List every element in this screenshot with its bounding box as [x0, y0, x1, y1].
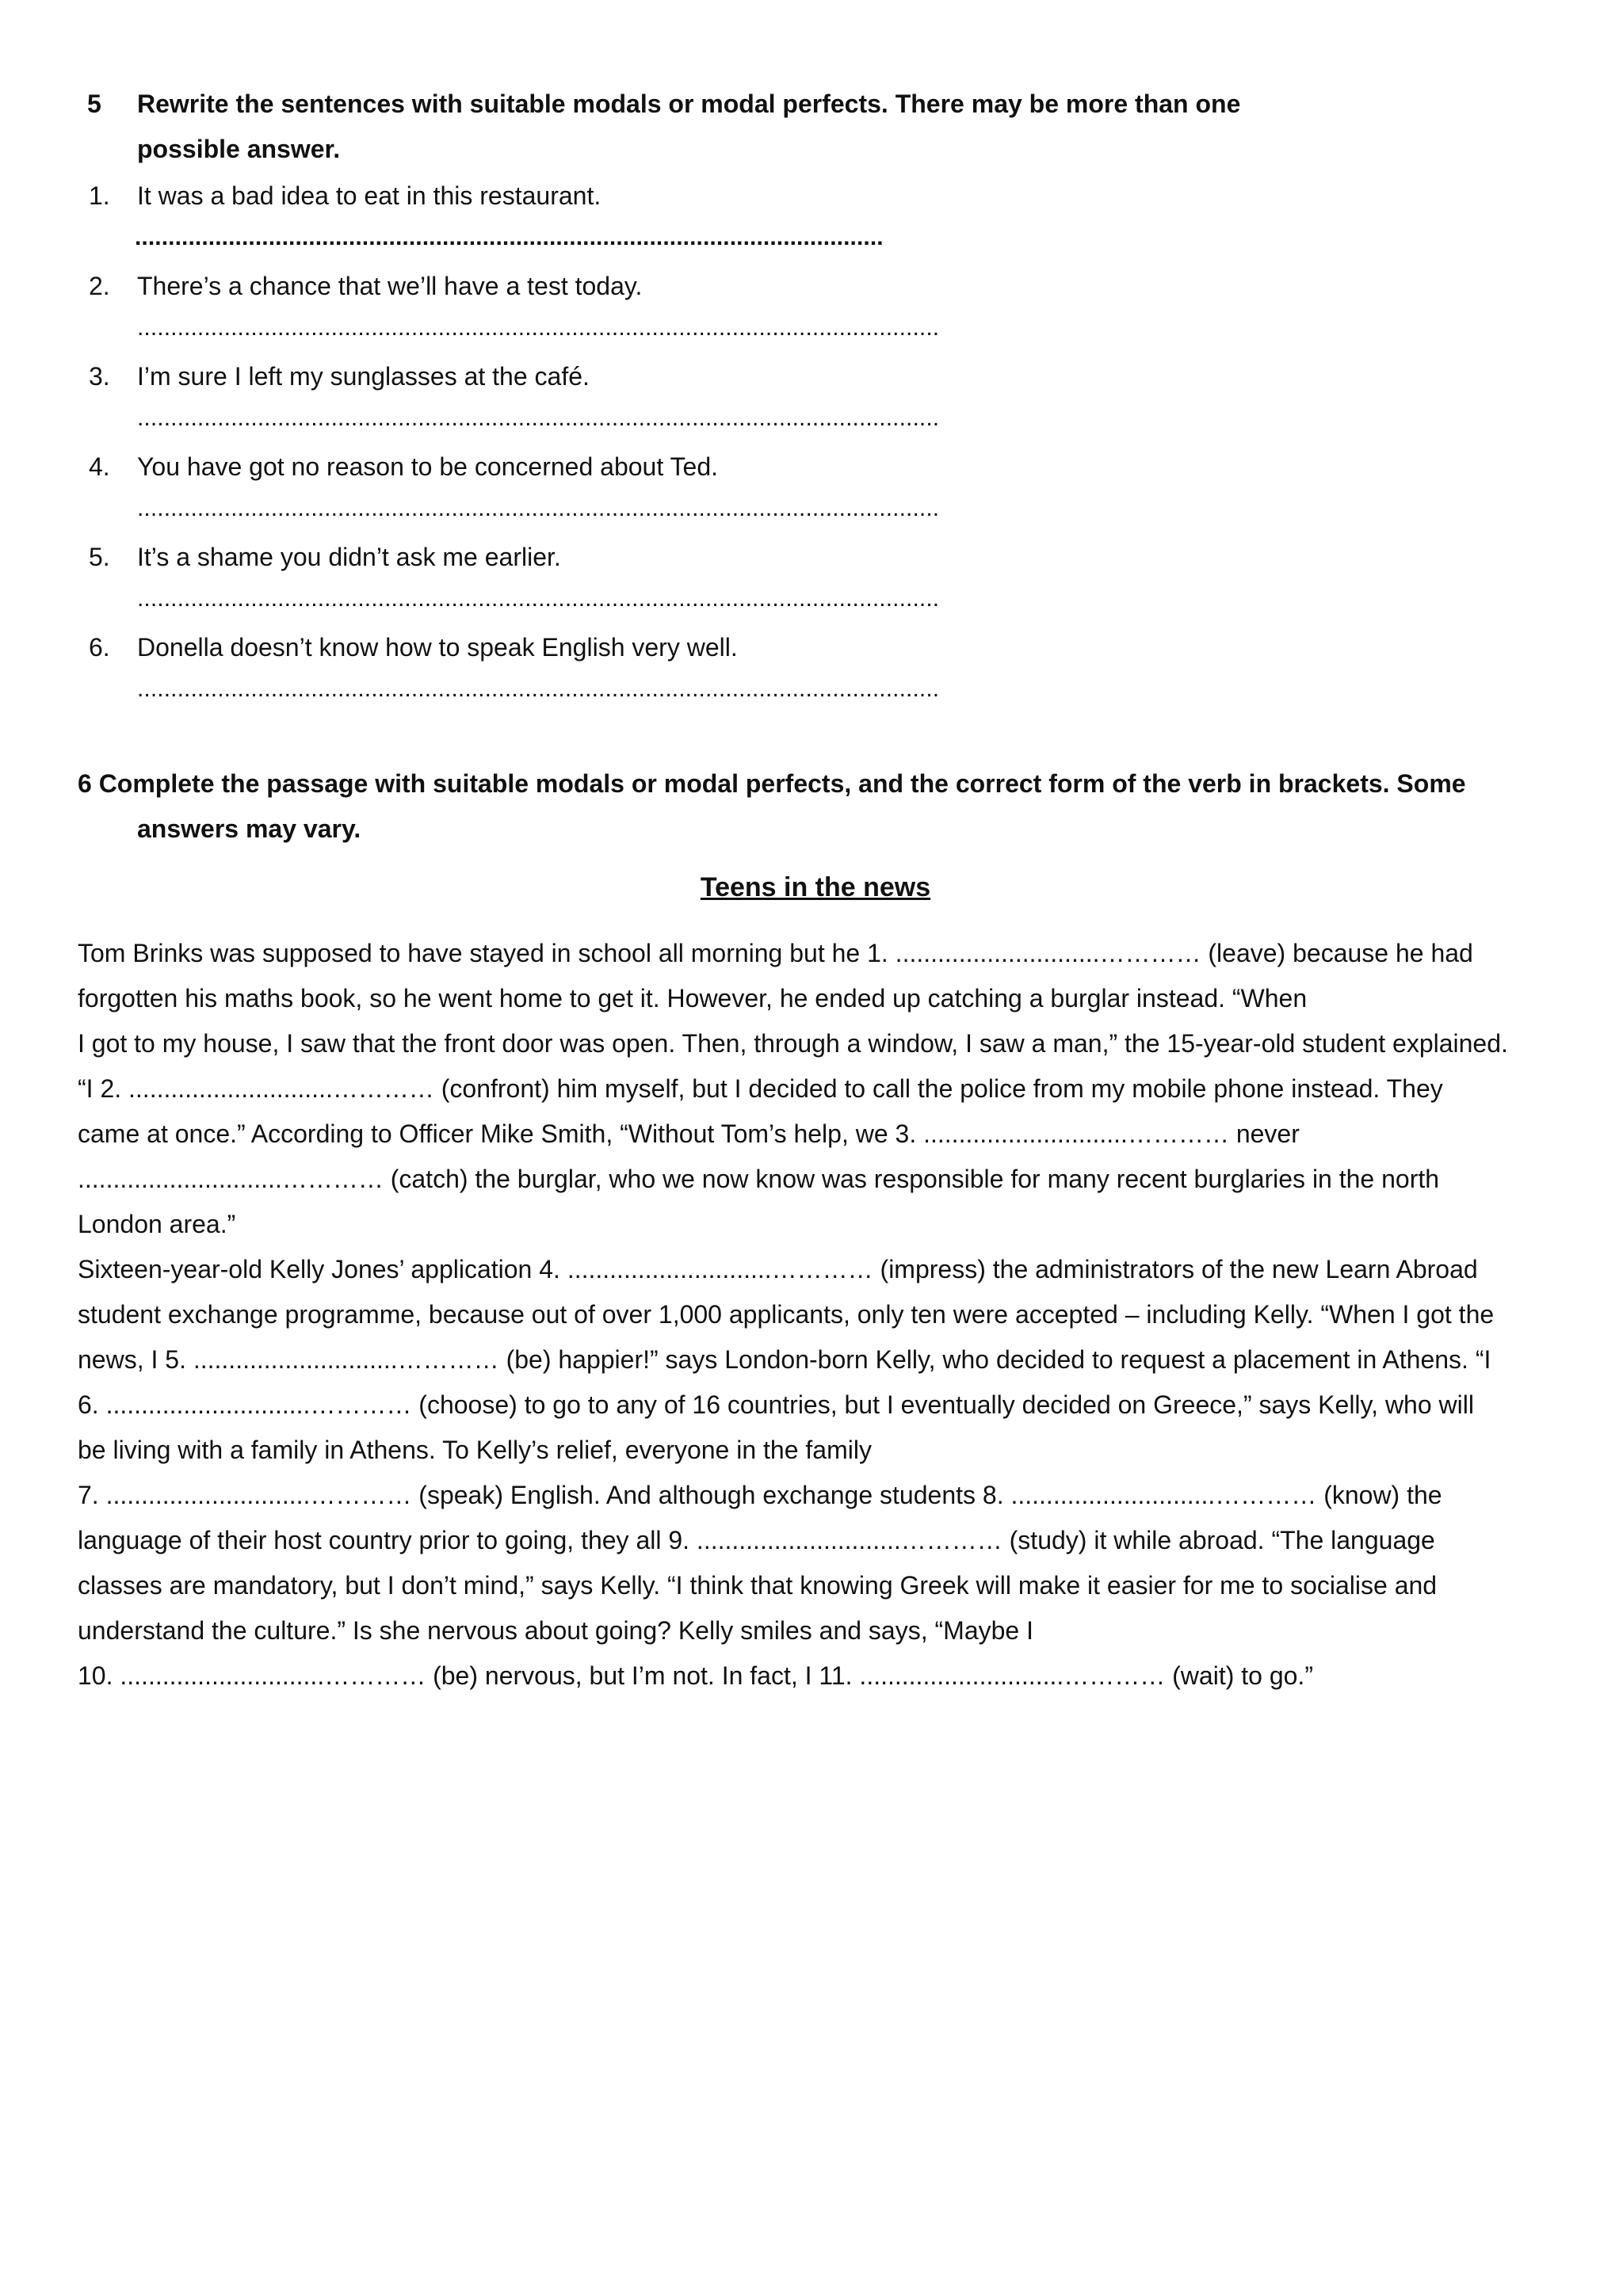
item-number: 2. [89, 272, 110, 300]
exercise-5-instruction-line-2: possible answer. [137, 135, 341, 163]
answer-line[interactable]: ........................................................................................................................ [137, 585, 940, 612]
exercise-5-items [87, 176, 1197, 718]
exercise-item [87, 357, 1197, 447]
passage-line: be living with a family in Athens. To Kelly’s relief, everyone in the family [78, 1436, 872, 1464]
answer-line[interactable]: ........................................................................................................................ [137, 676, 940, 702]
passage-line: understand the culture.” Is she nervous about going? Kelly smiles and says, “Maybe I [78, 1616, 1033, 1645]
exercise-6-instruction-line-2: answers may vary. [137, 814, 361, 843]
exercise-item [87, 176, 1197, 266]
passage-line: student exchange programme, because out of over 1,000 applicants, only ten were accepted – including Kelly. “When I got the [78, 1300, 1495, 1329]
passage-line: classes are mandatory, but I don’t mind,” says Kelly. “I think that knowing Greek will make it easier for me to socialise and [78, 1571, 1438, 1600]
passage-line: Sixteen-year-old Kelly Jones’ application 4. .............................………… (impress) the administrators of the new Learn Abroad [78, 1255, 1478, 1283]
passage-line: news, I 5. .............................………… (be) happier!” says London-born Kelly, who decided to request a placement in Athens. “I [78, 1345, 1491, 1374]
exercise-6-instructions [78, 761, 1560, 852]
exercise-6-instruction-line-1: 6 Complete the passage with suitable modals or modal perfects, and the correct form of the verb in brackets. Some [78, 769, 1466, 798]
passage-line: I got to my house, I saw that the front door was open. Then, through a window, I saw a man,” the 15-year-old student explained. [78, 1029, 1508, 1058]
answer-line[interactable]: ................................................................................................................ [135, 224, 884, 250]
passage-line: .............................………… (catch) the burglar, who we now know was responsible for many recent burglaries in the north [78, 1165, 1440, 1193]
item-number: 6. [89, 633, 110, 662]
exercise-5-number: 5 [87, 90, 101, 118]
passage-line: “I 2. .............................………… (confront) him myself, but I decided to call the police from my mobile phone instead. They [78, 1074, 1443, 1103]
item-sentence: Donella doesn’t know how to speak English very well. [137, 633, 738, 662]
passage-line: language of their host country prior to going, they all 9. .............................………… (study) it while abroad. “The language [78, 1526, 1435, 1554]
item-sentence: There’s a chance that we’ll have a test today. [137, 272, 643, 300]
exercise-item [87, 447, 1197, 537]
item-number: 5. [89, 543, 110, 571]
passage-line: Tom Brinks was supposed to have stayed in school all morning but he 1. .............................………… (leave) because he had [78, 939, 1473, 967]
exercise-item [87, 537, 1197, 627]
item-sentence: You have got no reason to be concerned about Ted. [137, 452, 719, 481]
passage-line: London area.” [78, 1210, 236, 1238]
item-number: 1. [89, 181, 110, 210]
item-number: 3. [89, 362, 110, 391]
exercise-5-instructions [87, 82, 1323, 172]
item-sentence: It’s a shame you didn’t ask me earlier. [137, 543, 561, 571]
passage-line: forgotten his maths book, so he went home to get it. However, he ended up catching a burglar instead. “When [78, 984, 1308, 1013]
exercise-item [87, 627, 1197, 718]
passage-line: 7. .............................………… (speak) English. And although exchange students 8. .............................………… (know) the [78, 1481, 1442, 1509]
answer-line[interactable]: ........................................................................................................................ [137, 315, 940, 341]
answer-line[interactable]: ........................................................................................................................ [137, 405, 940, 431]
exercise-5-instruction-line-1: Rewrite the sentences with suitable modals or modal perfects. There may be more than one [137, 90, 1241, 118]
item-sentence: It was a bad idea to eat in this restaurant. [137, 181, 601, 210]
answer-line[interactable]: ........................................................................................................................ [137, 495, 940, 521]
exercise-item [87, 266, 1197, 357]
passage-line: 10. .............................………… (be) nervous, but I’m not. In fact, I 11. .............................………… (wait) to go.” [78, 1661, 1313, 1690]
passage-line: 6. .............................………… (choose) to go to any of 16 countries, but I eventually decided on Greece,” says Kelly, who will [78, 1390, 1474, 1419]
passage-line: came at once.” According to Officer Mike Smith, “Without Tom’s help, we 3. .............................………… never [78, 1119, 1300, 1148]
passage-title: Teens in the news [700, 872, 931, 902]
item-sentence: I’m sure I left my sunglasses at the café. [137, 362, 590, 391]
passage [78, 931, 1568, 1699]
item-number: 4. [89, 452, 110, 481]
